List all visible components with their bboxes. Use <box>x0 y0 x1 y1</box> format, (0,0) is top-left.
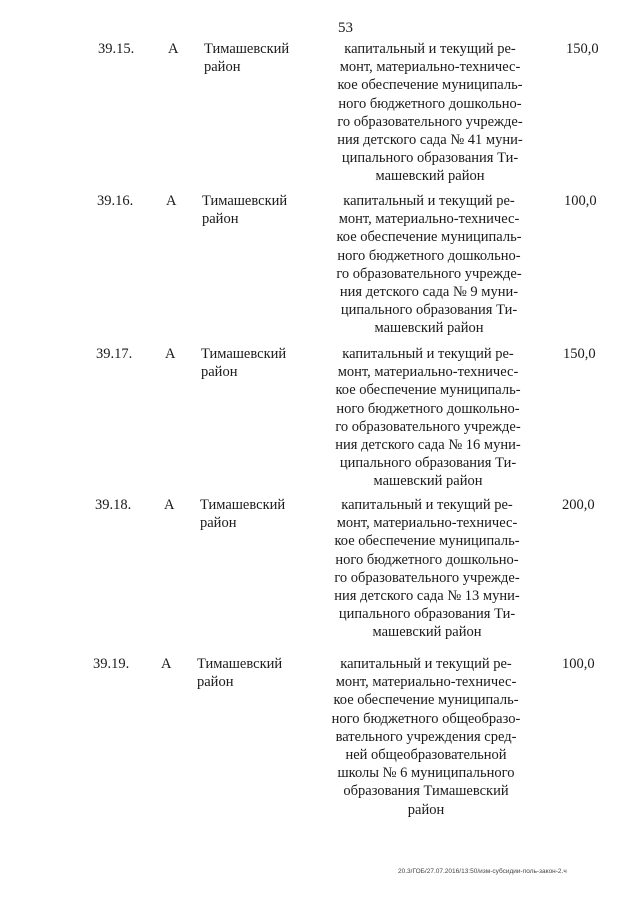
row-district: Тимашевский район <box>202 193 288 228</box>
row-district: Тимашевский район <box>204 41 290 76</box>
row-number: 39.15. <box>98 41 135 57</box>
row-category: А <box>161 656 172 672</box>
row-number: 39.16. <box>97 193 134 209</box>
row-district: Тимашевский район <box>200 497 286 532</box>
table-row <box>0 345 640 495</box>
row-number: 39.19. <box>93 656 130 672</box>
page-number: 53 <box>338 20 353 36</box>
row-category: А <box>166 193 177 209</box>
row-amount: 150,0 <box>563 346 596 362</box>
row-amount: 100,0 <box>562 656 595 672</box>
row-number: 39.17. <box>96 346 133 362</box>
table-row <box>0 40 640 190</box>
row-number: 39.18. <box>95 497 132 513</box>
footer-stamp: 20.3/ГОБ/27.07.2016/13:50/изм-субсидии-поль-закон-2.ч <box>398 868 567 875</box>
row-category: А <box>165 346 176 362</box>
row-amount: 100,0 <box>564 193 597 209</box>
row-category: А <box>164 497 175 513</box>
row-category: А <box>168 41 179 57</box>
row-description: капитальный и текущий ре- монт, материально-техничес- кое обеспечение муниципаль- ного бюджетного дошкольно- го образовательного учрежде- ния детского сада № 16 муни- ципального образования Ти- машевский район <box>335 346 521 490</box>
row-description: капитальный и текущий ре- монт, материально-техничес- кое обеспечение муниципаль- ного бюджетного дошкольно- го образовательного учрежде- ния детского сада № 41 муни- ципального образования Ти- машевский район <box>337 41 523 185</box>
table-row <box>0 192 640 342</box>
row-description: капитальный и текущий ре- монт, материально-техничес- кое обеспечение муниципаль- ного бюджетного дошкольно- го образовательного учрежде- ния детского сада № 13 муни- ципального образования Ти- машевский район <box>334 497 520 641</box>
table-row <box>0 655 640 825</box>
row-description: капитальный и текущий ре- монт, материально-техничес- кое обеспечение муниципаль- ного бюджетного общеобразо- вательного учреждения сред- ней общеобразовательной школы № 6 муниципального образования Тимашевский район <box>331 656 521 818</box>
row-amount: 200,0 <box>562 497 595 513</box>
table-row <box>0 496 640 646</box>
row-district: Тимашевский район <box>197 656 283 691</box>
row-district: Тимашевский район <box>201 346 287 381</box>
row-amount: 150,0 <box>566 41 599 57</box>
row-description: капитальный и текущий ре- монт, материально-техничес- кое обеспечение муниципаль- ного бюджетного дошкольно- го образовательного учрежде- ния детского сада № 9 муни- ципального образования Ти- машевский район <box>336 193 522 337</box>
